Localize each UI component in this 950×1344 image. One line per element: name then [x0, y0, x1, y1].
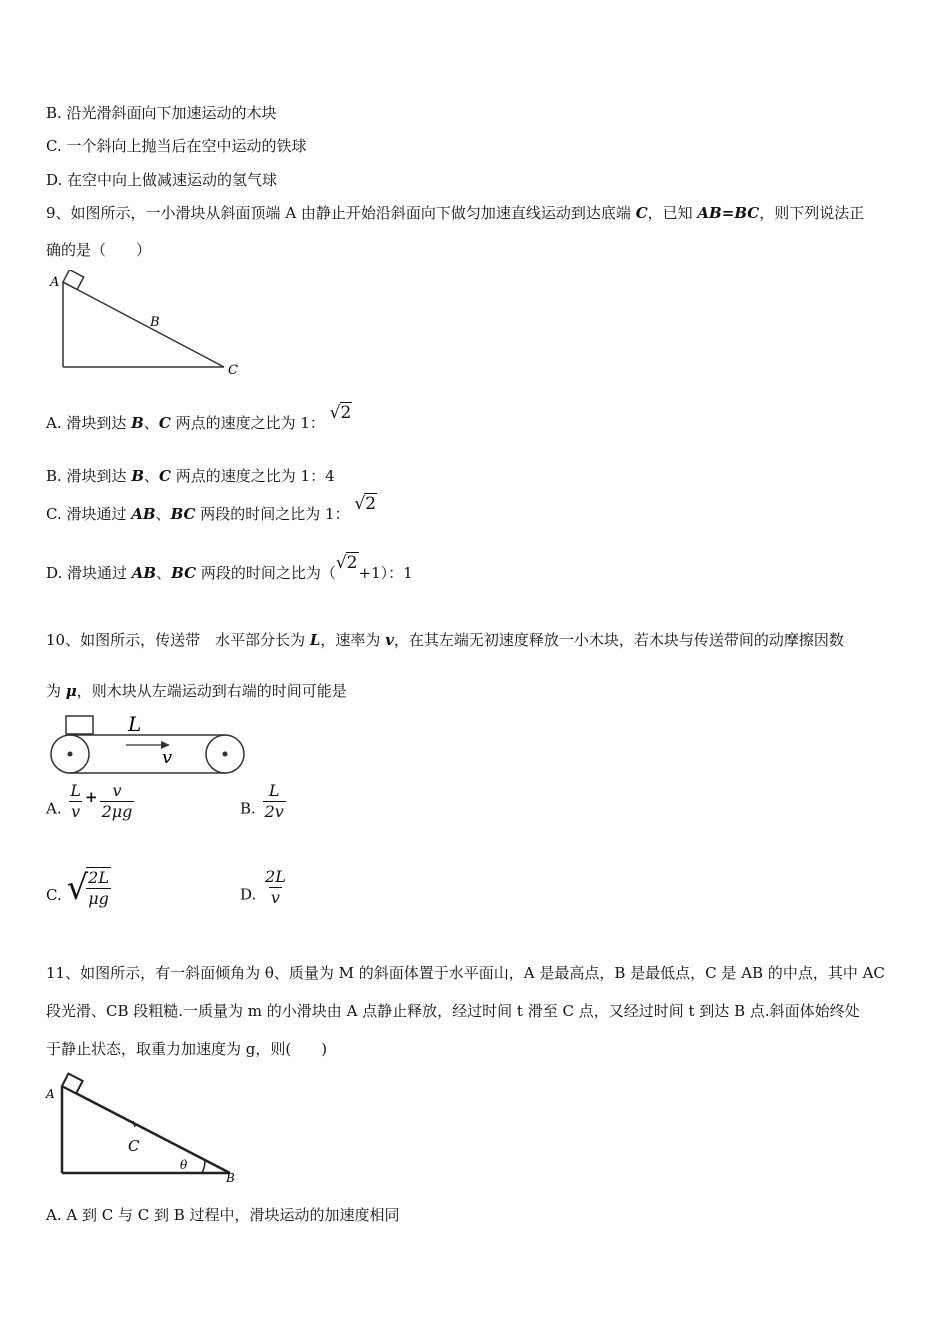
- q10-option-b: B. $\frac{L}{2v}$: [240, 781, 284, 821]
- q10-option-a: A. $\frac{L}{v}$ + $\frac{v}{2\mu g}$: [46, 781, 133, 821]
- q9-label-c: C: [228, 363, 238, 378]
- q9-option-c: C. 滑块通过 AB、BC 两段的时间之比为 1： √2: [46, 494, 377, 523]
- q11-incline-figure: [44, 1068, 244, 1186]
- q11-label-b: B: [226, 1171, 235, 1185]
- fraction: $\frac{L}{v}$: [70, 781, 82, 821]
- q10-label-l: L: [128, 712, 142, 736]
- q11-label-c: C: [128, 1137, 140, 1155]
- q9-label-b: B: [150, 315, 160, 330]
- q8-option-b: B. 沿光滑斜面向下加速运动的木块: [46, 104, 277, 122]
- q8-option-c: C. 一个斜向上抛当后在空中运动的铁球: [46, 137, 307, 155]
- q10-label-v: v: [162, 747, 173, 768]
- q11-label-a: A: [46, 1087, 55, 1101]
- q10-option-d: D. $\frac{2L}{v}$: [240, 867, 286, 907]
- q10-stem-line1: 10、如图所示，传送带 水平部分长为 L，速率为 v，在其左端无初速度释放一小木块，若木块与传送带间的动摩擦因数: [46, 631, 844, 649]
- q8-option-d: D. 在空中向上做减速运动的氢气球: [46, 171, 278, 189]
- q9-incline-figure: [46, 270, 246, 380]
- q11-label-theta: θ: [180, 1158, 188, 1172]
- q10-conveyor-figure: [46, 708, 250, 778]
- sqrt-two: √2: [354, 494, 377, 514]
- sqrt-two: √2: [335, 553, 358, 573]
- q9-option-a: A. 滑块到达 B、C 两点的速度之比为 1： √2: [46, 403, 352, 432]
- q9-stem-line2: 确的是（ ）: [46, 241, 152, 259]
- fraction: $\frac{v}{2\mu g}$: [101, 781, 133, 821]
- sqrt-two: √2: [329, 403, 352, 423]
- sqrt-fraction: √ $\frac{2L}{\mu g}$: [66, 868, 109, 908]
- q10-option-c: C. √ $\frac{2L}{\mu g}$: [46, 883, 113, 909]
- fraction: $\frac{2L}{v}$: [265, 867, 286, 907]
- q9-option-b: B. 滑块到达 B、C 两点的速度之比为 1：4: [46, 467, 335, 485]
- fraction: $\frac{L}{2v}$: [264, 781, 284, 821]
- q11-stem-line1: 11、如图所示，有一斜面倾角为 θ、质量为 M 的斜面体置于水平面山，A 是最高点，B 是最低点，C 是 AB 的中点，其中 AC: [46, 964, 885, 982]
- q11-option-a: A. A 到 C 与 C 到 B 过程中，滑块运动的加速度相同: [46, 1206, 400, 1224]
- q9-label-a: A: [50, 275, 60, 290]
- q11-stem-line2: 段光滑、CB 段粗糙.一质量为 m 的小滑块由 A 点静止释放，经过时间 t 滑至 C 点，又经过时间 t 到达 B 点.斜面体始终处: [46, 1002, 860, 1020]
- q10-stem-line2: 为 μ，则木块从左端运动到右端的时间可能是: [46, 682, 347, 700]
- q9-option-d: D. 滑块通过 AB、BC 两段的时间之比为（√2+1）：1: [46, 553, 413, 582]
- q9-stem-line1: 9、如图所示，一小滑块从斜面顶端 A 由静止开始沿斜面向下做匀加速直线运动到达底端 C，已知 AB=BC，则下列说法正: [46, 204, 865, 222]
- q11-stem-line3: 于静止状态，取重力加速度为 g，则( ): [46, 1040, 328, 1058]
